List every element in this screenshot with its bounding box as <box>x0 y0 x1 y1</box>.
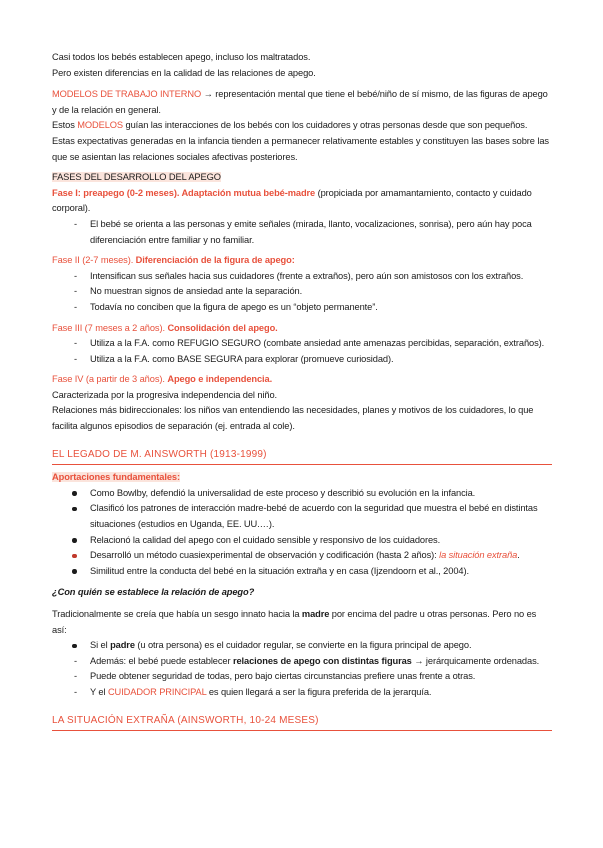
dash-marker: - <box>74 686 77 697</box>
intro-line-2: Pero existen diferencias en la calidad de las relaciones de apego. <box>52 67 316 78</box>
quien-p1-c: por encima del padre u otras personas. Pero no es así: <box>52 609 537 635</box>
fase-3-list <box>52 336 552 367</box>
fase-2-title: Diferenciación de la figura de apego: <box>135 255 295 266</box>
legado-item-4-term: la situación extraña <box>439 550 518 561</box>
list-item <box>52 501 552 532</box>
legado-item-5: Similitud entre la conducta del bebé en la situación extraña y en casa (Ijzendoorn et al., 2004). <box>90 565 469 576</box>
legado-item-text: Relacionó la calidad del apego con el cuidado sensible y responsivo de los cuidadores. <box>90 534 441 545</box>
quien-i3: Puede obtener seguridad de todas, pero bajo ciertas circunstancias prefiere unas frente a otras. <box>90 671 476 682</box>
modelos-p2-b: guían las interacciones de los bebés con los cuidadores y otras personas desde que son pequeños. <box>123 120 528 131</box>
fase-2-list <box>52 269 552 316</box>
fase-3-item-text: Utiliza a la F.A. como REFUGIO SEGURO (combate ansiedad ante amenazas percibidas, separación, extraños). <box>90 338 545 349</box>
fase-1-heading <box>52 186 552 217</box>
bullet-marker <box>72 538 77 543</box>
fases-title-text: FASES DEL DESARROLLO DEL APEGO <box>52 172 221 183</box>
list-item <box>52 336 552 352</box>
fase-2-label: Fase II (2-7 meses). <box>52 255 136 266</box>
fase-3-item-text: Utiliza a la F.A. como BASE SEGURA para explorar (promueve curiosidad). <box>90 353 394 364</box>
list-item <box>52 217 552 248</box>
quien-i2-c: → jerárquicamente ordenadas. <box>411 655 540 666</box>
list-item <box>52 352 552 368</box>
fase-1-item-text: El bebé se orienta a las personas y emite señales (mirada, llanto, vocalizaciones, sonrisa), pero aún hay poca diferenciación entre familiar y no familiar. <box>90 218 532 245</box>
intro-line-1: Casi todos los bebés establecen apego, incluso los maltratados. <box>52 52 311 62</box>
bullet-marker <box>72 491 77 496</box>
situacion-section-title: LA SITUACIÓN EXTRAÑA (AINSWORTH, 10-24 MESES) <box>52 713 552 732</box>
list-item <box>52 669 552 685</box>
fase-1-tail: (propiciada por amamantamiento, contacto y cuidado corporal). <box>52 187 532 214</box>
legado-item-text: Clasificó los patrones de interacción madre-bebé de acuerdo con la seguridad que muestra el bebé en distintas situaciones (estudios en Uganda, EE. UU.…). <box>90 503 538 530</box>
fase-4-paragraph-1: Caracterizada por la progresiva independencia del niño. <box>52 389 278 400</box>
legado-section-title: EL LEGADO DE M. AINSWORTH (1913-1999) <box>52 447 552 466</box>
legado-item-text: Como Bowlby, defendió la universalidad de este proceso y describió su evolución en la infancia. <box>90 487 476 498</box>
dash-marker: - <box>74 270 77 281</box>
dash-marker: - <box>74 353 77 364</box>
bullet-marker <box>72 554 77 559</box>
fase-2-item-text: Intensifican sus señales hacia sus cuidadores (frente a extraños), pero aún son amistosos con los extraños. <box>90 270 524 281</box>
quien-p1-b: madre <box>301 609 330 619</box>
modelos-p2-a: Estos <box>52 120 78 131</box>
list-item <box>52 486 552 502</box>
fase-3-title: Consolidación del apego. <box>167 322 278 333</box>
quien-i1-c: (u otra persona) es el cuidador regular, se convierte en la figura principal de apego. <box>134 640 472 651</box>
fase-3-heading <box>52 321 552 337</box>
bullet-marker <box>72 507 77 512</box>
dash-marker: - <box>74 286 77 297</box>
fases-title <box>52 170 552 186</box>
quien-i1-a: Si el <box>90 640 111 651</box>
dash-marker: - <box>74 671 77 682</box>
list-item <box>52 654 552 670</box>
fase-4-paragraph-2: Relaciones más bidireccionales: los niños van entendiendo las necesidades, planes y motivos de los cuidadores, lo que facilita algunos episodios de separación (ej. entrada al cole). <box>52 405 534 432</box>
quien-question: ¿Con quién se establece la relación de apego? <box>52 587 255 598</box>
legado-subtitle <box>52 470 552 486</box>
modelos-paragraph-3: Estas expectativas generadas en la infancia tienden a permanecer relativamente estables y constituyen las bases sobre las que se asientan las relaciones sociales afectivas posteriores. <box>52 135 549 162</box>
quien-i4-b: CUIDADOR PRINCIPAL <box>107 686 207 697</box>
fase-1-list <box>52 217 552 248</box>
list-item <box>52 638 552 654</box>
bullet-marker <box>72 644 77 649</box>
quien-i1-b: padre <box>110 640 135 651</box>
fase-4-label: Fase IV (a partir de 3 años). <box>52 374 168 385</box>
dash-marker: - <box>74 301 77 312</box>
legado-subtitle-text: Aportaciones fundamentales: <box>52 472 180 483</box>
legado-list <box>52 486 552 580</box>
fase-4-heading <box>52 372 552 388</box>
list-item <box>52 685 552 701</box>
dash-marker: - <box>74 655 77 666</box>
fase-2-item-text: Todavía no conciben que la figura de apego es un “objeto permanente”. <box>90 301 378 312</box>
list-item <box>52 564 552 580</box>
quien-paragraph <box>52 607 552 638</box>
fase-2-item-text: No muestran signos de ansiedad ante la separación. <box>90 286 303 297</box>
quien-p1-a: Tradicionalmente se creía que había un sesgo innato hacia la <box>52 609 302 619</box>
legado-item-4-c: . <box>517 550 520 561</box>
quien-i2-a: Además: el bebé puede establecer <box>90 655 233 666</box>
bullet-marker <box>72 569 77 574</box>
fase-4-title: Apego e independencia. <box>167 374 273 385</box>
list-item <box>52 300 552 316</box>
list-item <box>52 269 552 285</box>
fase-2-heading <box>52 253 552 269</box>
list-item <box>52 533 552 549</box>
dash-marker: - <box>74 338 77 349</box>
dash-marker: - <box>74 218 77 229</box>
modelos-def: → representación mental que tiene el bebé/niño de sí mismo, de las figuras de apego y de la relación en general. <box>52 89 548 115</box>
modelos-term: MODELOS DE TRABAJO INTERNO <box>52 89 202 100</box>
quien-list <box>52 638 552 700</box>
list-item <box>52 548 552 564</box>
modelos-paragraph-2 <box>52 118 552 134</box>
quien-i2-b: relaciones de apego con distintas figuras <box>232 655 412 666</box>
quien-i4-c: es quien llegará a ser la figura preferida de la jerarquía. <box>206 686 432 697</box>
fase-3-label: Fase III (7 meses a 2 años). <box>52 322 168 333</box>
modelos-definition <box>52 87 552 118</box>
legado-item-4-a: Desarrolló un método cuasiexperimental de observación y codificación (hasta 2 años): <box>90 550 440 561</box>
modelos-p2-term: MODELOS <box>77 120 124 131</box>
quien-i4-a: Y el <box>90 686 108 697</box>
list-item <box>52 284 552 300</box>
fase-1-head: Fase I: preapego (0-2 meses). Adaptación mutua bebé-madre <box>52 187 316 198</box>
